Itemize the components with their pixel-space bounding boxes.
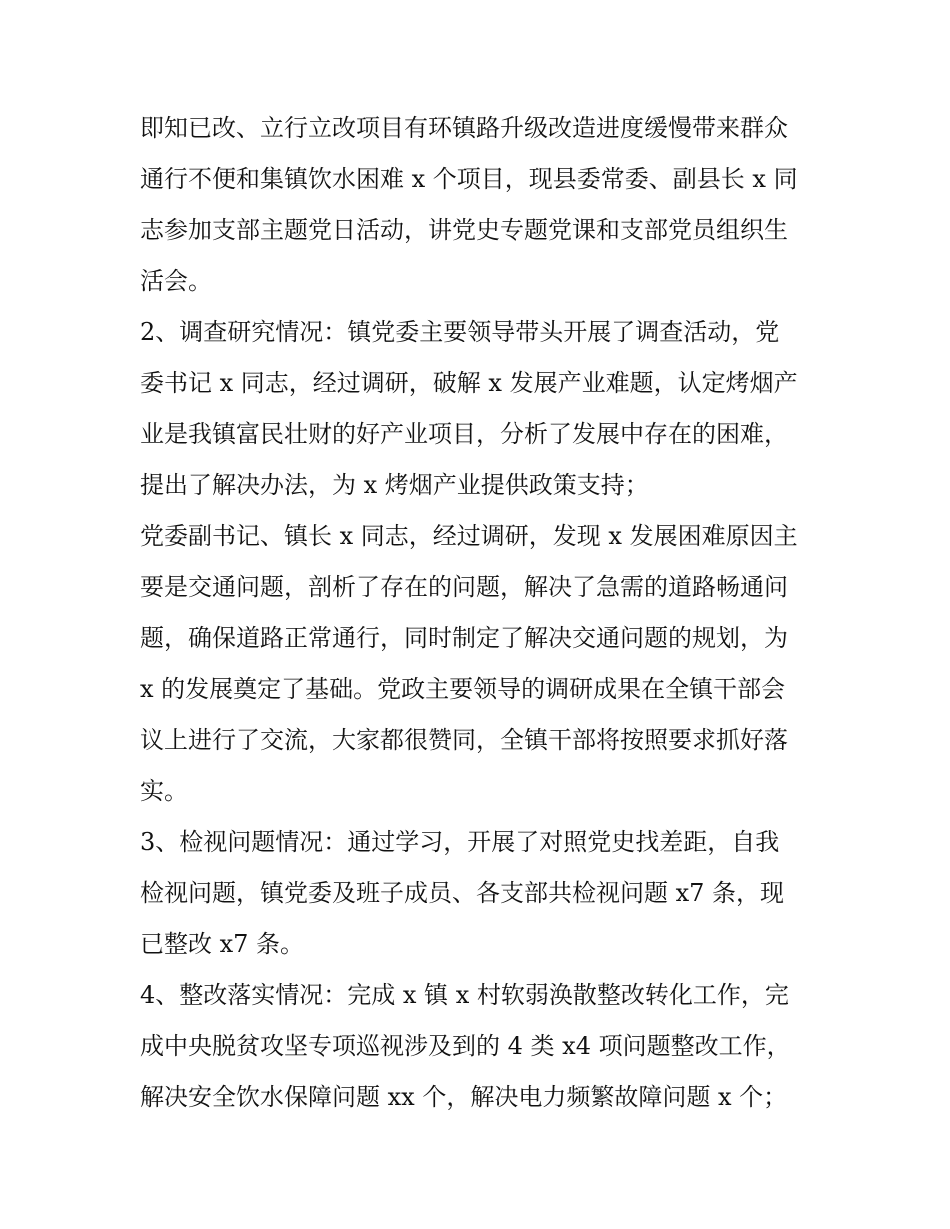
- text-line: 实。: [140, 777, 188, 805]
- text-line: 即知已改、立行立改项目有环镇路升级改造进度缓慢带来群众: [140, 114, 788, 142]
- text-line: 委书记 x 同志，经过调研，破解 x 发展产业难题，认定烤烟产: [140, 369, 798, 397]
- text-line: 3、检视问题情况：通过学习，开展了对照党史找差距，自我: [140, 828, 780, 856]
- text-line: 已整改 x7 条。: [140, 930, 305, 958]
- text-line: 4、整改落实情况：完成 x 镇 x 村软弱涣散整改转化工作，完: [140, 981, 789, 1009]
- text-line: x 的发展奠定了基础。党政主要领导的调研成果在全镇干部会: [140, 675, 786, 703]
- text-line: 业是我镇富民壮财的好产业项目，分析了发展中存在的困难，: [140, 420, 788, 448]
- text-line: 成中央脱贫攻坚专项巡视涉及到的 4 类 x4 项问题整改工作，: [140, 1032, 791, 1060]
- text-line: 通行不便和集镇饮水困难 x 个项目，现县委常委、副县长 x 同: [140, 165, 798, 193]
- text-line: 提出了解决办法，为 x 烤烟产业提供政策支持；: [140, 471, 649, 499]
- text-line: 检视问题，镇党委及班子成员、各支部共检视问题 x7 条，现: [140, 879, 785, 907]
- text-line: 议上进行了交流，大家都很赞同，全镇干部将按照要求抓好落: [140, 726, 788, 754]
- text-line: 2、调查研究情况：镇党委主要领导带头开展了调查活动，党: [140, 318, 780, 346]
- text-line: 活会。: [140, 267, 212, 295]
- text-line: 要是交通问题，剖析了存在的问题，解决了急需的道路畅通问: [140, 573, 788, 601]
- text-line: 志参加支部主题党日活动，讲党史专题党课和支部党员组织生: [140, 216, 788, 244]
- text-line: 解决安全饮水保障问题 xx 个，解决电力频繁故障问题 x 个；: [140, 1083, 788, 1111]
- text-line: 党委副书记、镇长 x 同志，经过调研，发现 x 发展困难原因主: [140, 522, 798, 550]
- document-body: [140, 103, 820, 1123]
- text-line: 题，确保道路正常通行，同时制定了解决交通问题的规划，为: [140, 624, 788, 652]
